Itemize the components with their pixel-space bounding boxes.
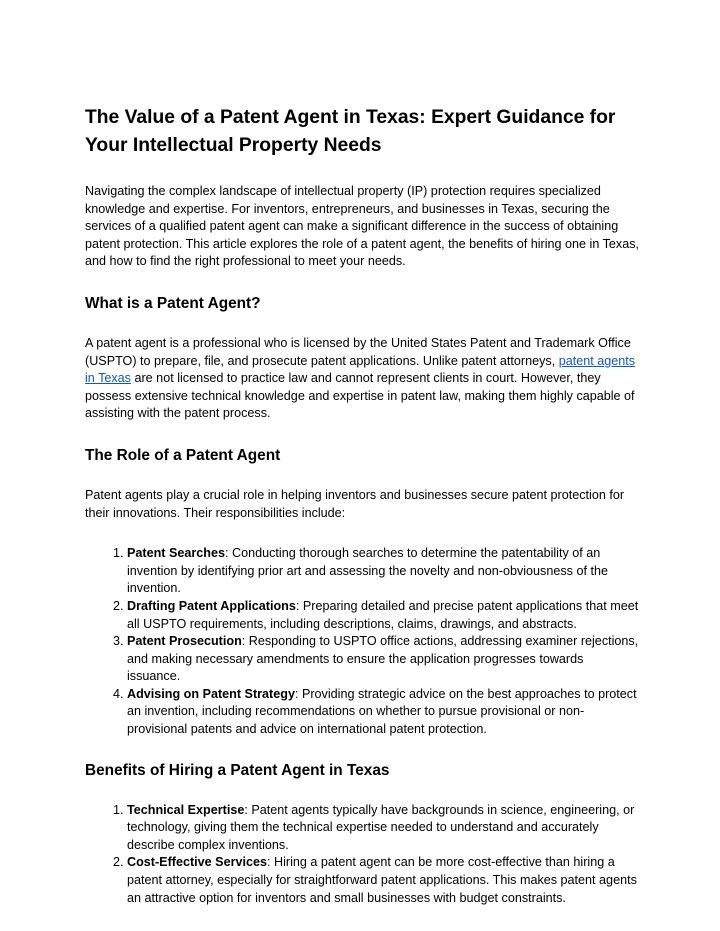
what-text-after: are not licensed to practice law and cannot represent clients in court. However, they possess extensive technical knowledge and expertise in patent law, making them highly capable of assisting with the patent process. bbox=[85, 371, 635, 421]
intro-paragraph: Navigating the complex landscape of intellectual property (IP) protection requires specialized knowledge and expertise. For inventors, entrepreneurs, and businesses in Texas, securing the services of a qualified patent agent can make a significant difference in the success of obtaining patent protection. This article explores the role of a patent agent, the benefits of hiring one in Texas, and how to find the right professional to meet your needs. bbox=[85, 184, 640, 269]
list-item-desc: : Patent agents typically have backgrounds in science, engineering, or technology, giving them the technical expertise needed to understand and accurately describe complex inventions. bbox=[127, 802, 635, 852]
what-paragraph bbox=[85, 335, 640, 423]
list-item bbox=[127, 545, 640, 598]
list-item-term: Technical Expertise bbox=[127, 802, 245, 817]
role-heading: The Role of a Patent Agent bbox=[85, 446, 281, 464]
benefits-heading: Benefits of Hiring a Patent Agent in Texas bbox=[85, 761, 390, 779]
document-title: The Value of a Patent Agent in Texas: Expert Guidance for Your Intellectual Property Needs bbox=[85, 107, 616, 156]
list-item bbox=[127, 854, 640, 907]
list-item-desc: : Hiring a patent agent can be more cost-effective than hiring a patent attorney, especially for straightforward patent applications. This makes patent agents an attractive option for inventors and small businesses with budget constraints. bbox=[127, 855, 637, 905]
what-text-before: A patent agent is a professional who is licensed by the United States Patent and Trademark Office (USPTO) to prepare, file, and prosecute patent applications. Unlike patent attorneys, bbox=[85, 335, 631, 368]
role-list bbox=[85, 545, 640, 739]
list-item-term: Drafting Patent Applications bbox=[127, 598, 296, 613]
patent-agents-texas-link[interactable]: patent agents in Texas bbox=[85, 353, 636, 386]
list-item bbox=[127, 598, 640, 633]
what-heading: What is a Patent Agent? bbox=[85, 294, 261, 312]
list-item-term: Cost-Effective Services bbox=[127, 855, 267, 870]
list-item-term: Advising on Patent Strategy bbox=[127, 686, 295, 701]
list-item bbox=[127, 633, 640, 686]
list-item-term: Patent Prosecution bbox=[127, 634, 242, 649]
role-intro: Patent agents play a crucial role in helping inventors and businesses secure patent protection for their innovations. Their responsibilities include: bbox=[85, 487, 625, 520]
list-item-desc: : Responding to USPTO office actions, addressing examiner rejections, and making necessary amendments to ensure the application progresses towards issuance. bbox=[127, 634, 639, 684]
list-item-desc: : Preparing detailed and precise patent applications that meet all USPTO requirements, including descriptions, claims, drawings, and abstracts. bbox=[127, 598, 639, 631]
list-item-term: Patent Searches bbox=[127, 546, 226, 561]
benefits-list bbox=[85, 802, 640, 908]
list-item-desc: : Conducting thorough searches to determine the patentability of an invention by identifying prior art and assessing the novelty and non-obviousness of the invention. bbox=[127, 546, 608, 596]
list-item bbox=[127, 802, 640, 855]
list-item-desc: : Providing strategic advice on the best approaches to protect an invention, including recommendations on whether to pursue provisional or non-provisional patents and advice on international patent protection. bbox=[127, 686, 637, 737]
list-item bbox=[127, 686, 640, 739]
